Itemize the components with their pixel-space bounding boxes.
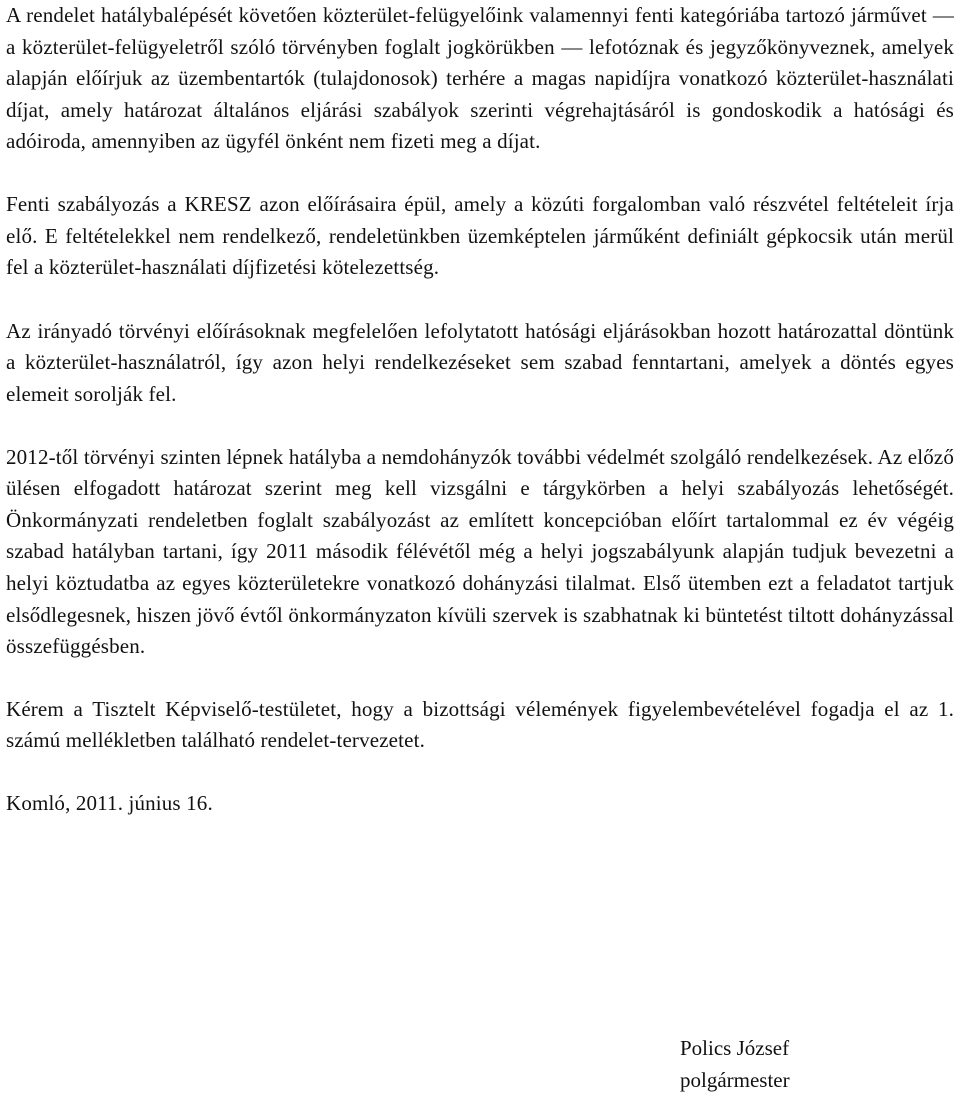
paragraph-authority-decisions: Az irányadó törvényi előírásoknak megfelelően lefolytatott hatósági eljárásokban hozott határozattal döntünk a közterület-használatról, így azon helyi rendelkezéseket sem szabad fenntartani, amelyek a döntés egyes elemeit sorolják fel. (6, 318, 954, 406)
paragraph-non-smoker-protection: 2012-től törvényi szinten lépnek hatályba a nemdohányzók további védelmét szolgáló rendelkezések. Az előző ülésen elfogadott határozat szerint meg kell vizsgálni e tárgykörben a helyi szabályozás lehetőségét. Önkormányzati rendeletben foglalt szabályozást az említett koncepcióban előírt tartalommal ez év végéig szabad hatályban tartani, így 2011 második félévétől még a helyi jogszabályunk alapján tudjuk bevezetni a helyi köztudatba az egyes közterületekre vonatkozó dohányzási tilalmat. Első ütemben ezt a feladatot tartjuk elsődlegesnek, hiszen jövő évtől önkormányzaton kívüli szervek is szabhatnak ki büntetést tiltott dohányzással összefüggésben. (6, 444, 954, 659)
document-body (6, 0, 954, 819)
paragraph-request-to-council: Kérem a Tisztelt Képviselő-testületet, hogy a bizottsági vélemények figyelembevételével fogadja el az 1. számú mellékletben található rendelet-tervezetet. (6, 696, 954, 753)
paragraph-vehicle-enforcement: A rendelet hatálybalépését követően közterület-felügyelőink valamennyi fenti kategóriába tartozó járművet — a közterület-felügyeletről szóló törvényben foglalt jogkörükben — lefotóznak és jegyzőkönyveznek, amelyek alapján előírjuk az üzembentartók (tulajdonosok) terhére a magas napidíjra vonatkozó közterület-használati díjat, amely határozat általános eljárási szabályok szerinti végrehajtásáról is gondoskodik a hatósági és adóiroda, amennyiben az ügyfél önként nem fizeti meg a díjat. (6, 3, 954, 154)
signatory-title: polgármester (680, 1068, 790, 1092)
signatory-name: Polics József (680, 1036, 790, 1060)
paragraph-kresz-regulation: Fenti szabályozás a KRESZ azon előírásaira épül, amely a közúti forgalomban való részvétel feltételeit írja elő. E feltételekkel nem rendelkező, rendeletünkben üzemképtelen járműként definiált gépkocsik után merül fel a közterület-használati díjfizetési kötelezettség. (6, 191, 954, 280)
signature-block (680, 1032, 790, 1096)
place-and-date: Komló, 2011. június 16. (6, 790, 213, 815)
